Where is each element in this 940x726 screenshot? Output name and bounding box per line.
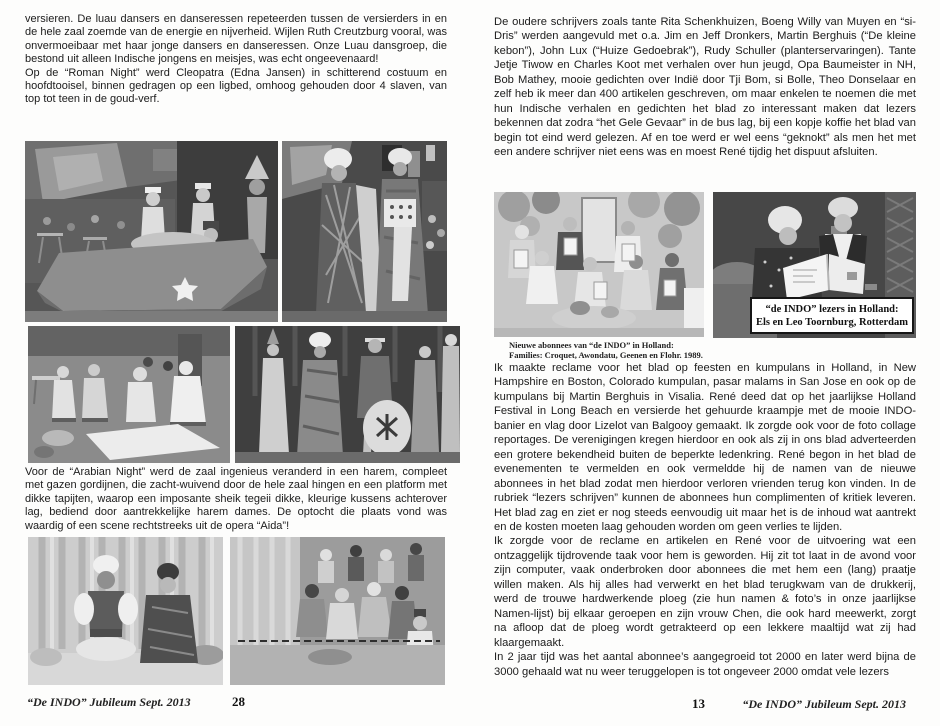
photo-caption-new-subscribers [494, 340, 704, 360]
right-footer-title: “De INDO” Jubileum Sept. 2013 [742, 697, 906, 711]
photo-arabian-costume-group-image [235, 326, 460, 463]
caption-line-1: Nieuwe abonnees van “de INDO” in Holland: [509, 340, 674, 350]
photo-costume-parade [282, 141, 447, 322]
paragraph-luau: versieren. De luau dansers en danseressen repeteerden tussen de versierders in en de hele zaal zoemde van de energie en nijverheid. Wijlen Ruth Creutzburg vooral, was onvermoeibaar met haar jonge dansers en danseressen. Onze Luau dansgroep, die bestond uit alleen Indische jongens en meisjes, was echt ongeevenaard! [25, 13, 447, 66]
paragraph-arabian-night: Voor de “Arabian Night” werd de zaal ingenieus veranderd in een harem, compleet met gazen gordijnen, die zacht-wuivend door de hele zaal hingen en een platform met dikke tapijten, waarop een imposante sheik tegeii dikke, kleurige kussens achterover lag, bediend door aantrekkelijke harem dames. De optocht die plaats vond was waardig of een scene rechtstreeks uit de opera “Aida”! [25, 466, 447, 532]
photo-costume-parade-image [282, 141, 447, 322]
right-page-intro-text [494, 15, 916, 191]
left-page-arabian-text [25, 466, 447, 536]
photo-seated-audience-image [28, 326, 230, 463]
photo-new-subscribers-garden [494, 192, 704, 337]
right-page-number: 13 [692, 696, 705, 711]
photo-harem-group-stage [230, 537, 445, 685]
photo-harem-group-stage-image [230, 537, 445, 685]
photo-arabian-costume-group [235, 326, 460, 463]
left-page-footer [25, 694, 447, 714]
left-page-intro-text [25, 13, 447, 140]
paragraph-schrijvers: De oudere schrijvers zoals tante Rita Schenkhuizen, Boeng Willy van Muyen en “si-Dris” werden aangevuld met o.a. Jim en Jeff Dronkers, Martin Berghuis (“De kleine kebon”), John Lux (“Huize Gedoebrak”), Rudy Schuller (planterservaringen). Tante Jetje Tiwow en Charles Koot met verhalen over hun jeugd, Opa Baumeister in NH, Bob Mathey, mooie gedichten over Indië door Tji Bom, si Bolle, Theo Donselaar en zelf heb ik meer dan 400 artikelen geschreven, om maar enkelen te noemen die met hun Indische verhalen en gedichten het blad zo interessant maken dat lezers bekennen dat zodra “het Gele Gevaar” in de bus lag, bij een kopje koffie het blad van begin tot eind werd gelezen. Af en toe werd er wel eens “geknokt” als men het met een andere schrijver niet eens was en moest René tijdig het dispuut afsluiten. [494, 16, 916, 159]
photo-seated-audience [28, 326, 230, 463]
paragraph-abonnees: In 2 jaar tijd was het aantal abonnee’s aangegroeid tot 2000 en later werd bijna de 3000 gehaald wat nu weer teruggelopen is tot ongeveer 2000 omdat vele lezers [494, 651, 916, 678]
paragraph-roman-night: Op de “Roman Night” werd Cleopatra (Edna Jansen) in schitterend costuum en hoofdtooisel, binnen gedragen op een ligbed, omhoog gehouden door 4 slaven, van top tot teen in de goud-verf. [25, 66, 447, 106]
photo-row-harem [28, 537, 445, 685]
readers-label-line-2: Els en Leo Toornburg, Rotterdam [756, 316, 908, 328]
photo-row-holland-readers [494, 192, 916, 360]
right-page-footer [494, 694, 916, 714]
readers-label-line-1: “de INDO” lezers in Holland: [765, 303, 899, 315]
left-page-number: 28 [232, 694, 245, 709]
photo-sheik-couple-image [28, 537, 223, 685]
paragraph-reclame: Ik maakte reclame voor het blad op feesten en kumpulans in Holland, in New Hampshire en Boston, Colorado kumpulan, pasar malams in San Jose en ook op de kumpulans bij Martin Berghuis in Visalia. René deed dat op het jaarlijkse Holland Festival in Long Beach en versierde het gehuurde kraampje met de mooie INDO-banier en vlag door Lizelot van Balgooy gemaakt. Ik zorgde ook voor de foto collage reportages. De verenigingen kregen hierdoor en ook als zij in ons blad adverteerden een grotere bekendheid buiten de beperkte ledenkring. René begon in het blad de evenementen te vermelden en ook vermeldde hij de namen van de nieuwe abonnees in het blad zodat men hierdoor verloren vrienden terug kon vinden. In de rubriek “lezers schrijven” kunnen de abonnees hun complimenten of kritiek leveren. Het blad zag en ziet er nog steeds eenvoudig uit maar het is de inhoud wat aantrekt en de kosten moeten laag gehouden worden om geen verlies te lijden. [494, 362, 916, 533]
photo-cleopatra-boat-image [25, 141, 278, 322]
photo-new-subscribers-garden-image [494, 192, 704, 337]
photo-sheik-couple [28, 537, 223, 685]
left-page [25, 0, 447, 726]
right-page-main-text [494, 361, 916, 694]
photo-row-roman-night [25, 141, 447, 322]
photo-cleopatra-boat [25, 141, 278, 322]
photo-new-subscribers-block [494, 192, 704, 360]
left-footer-title: “De INDO” Jubileum Sept. 2013 [27, 695, 191, 709]
right-page [494, 0, 916, 726]
readers-label-box [750, 297, 914, 334]
photo-row-arabian-night [28, 326, 460, 463]
photo-readers-couple [713, 192, 916, 338]
caption-line-2: Families: Croquet, Awondatu, Geenen en Flohr. 1989. [509, 350, 703, 360]
paragraph-uitvoering: Ik zorgde voor de reclame en artikelen en René voor de uitvoering wat een ontzaggelijk tijdrovende taak voor hem is geworden. Hij zit tot laat in de avond voor zijn computer, vaak onderbroken door abonnees die met hem een (lang) praatje willen maken. Als hij alles had verwerkt en het blad terugkwam van de drukkerij, werd de trouwe hardwerkende ploeg (zie hun namen & foto’s in onze jaarlijkse Namen-lijst) bij elkaar geroepen en zijn vrouw Chen, die ook hard meewerkt, zorgt na afloop dat de ploeg wordt getrakteerd op een lekkere maaltijd wat zij had klaargemaakt. [494, 535, 916, 649]
